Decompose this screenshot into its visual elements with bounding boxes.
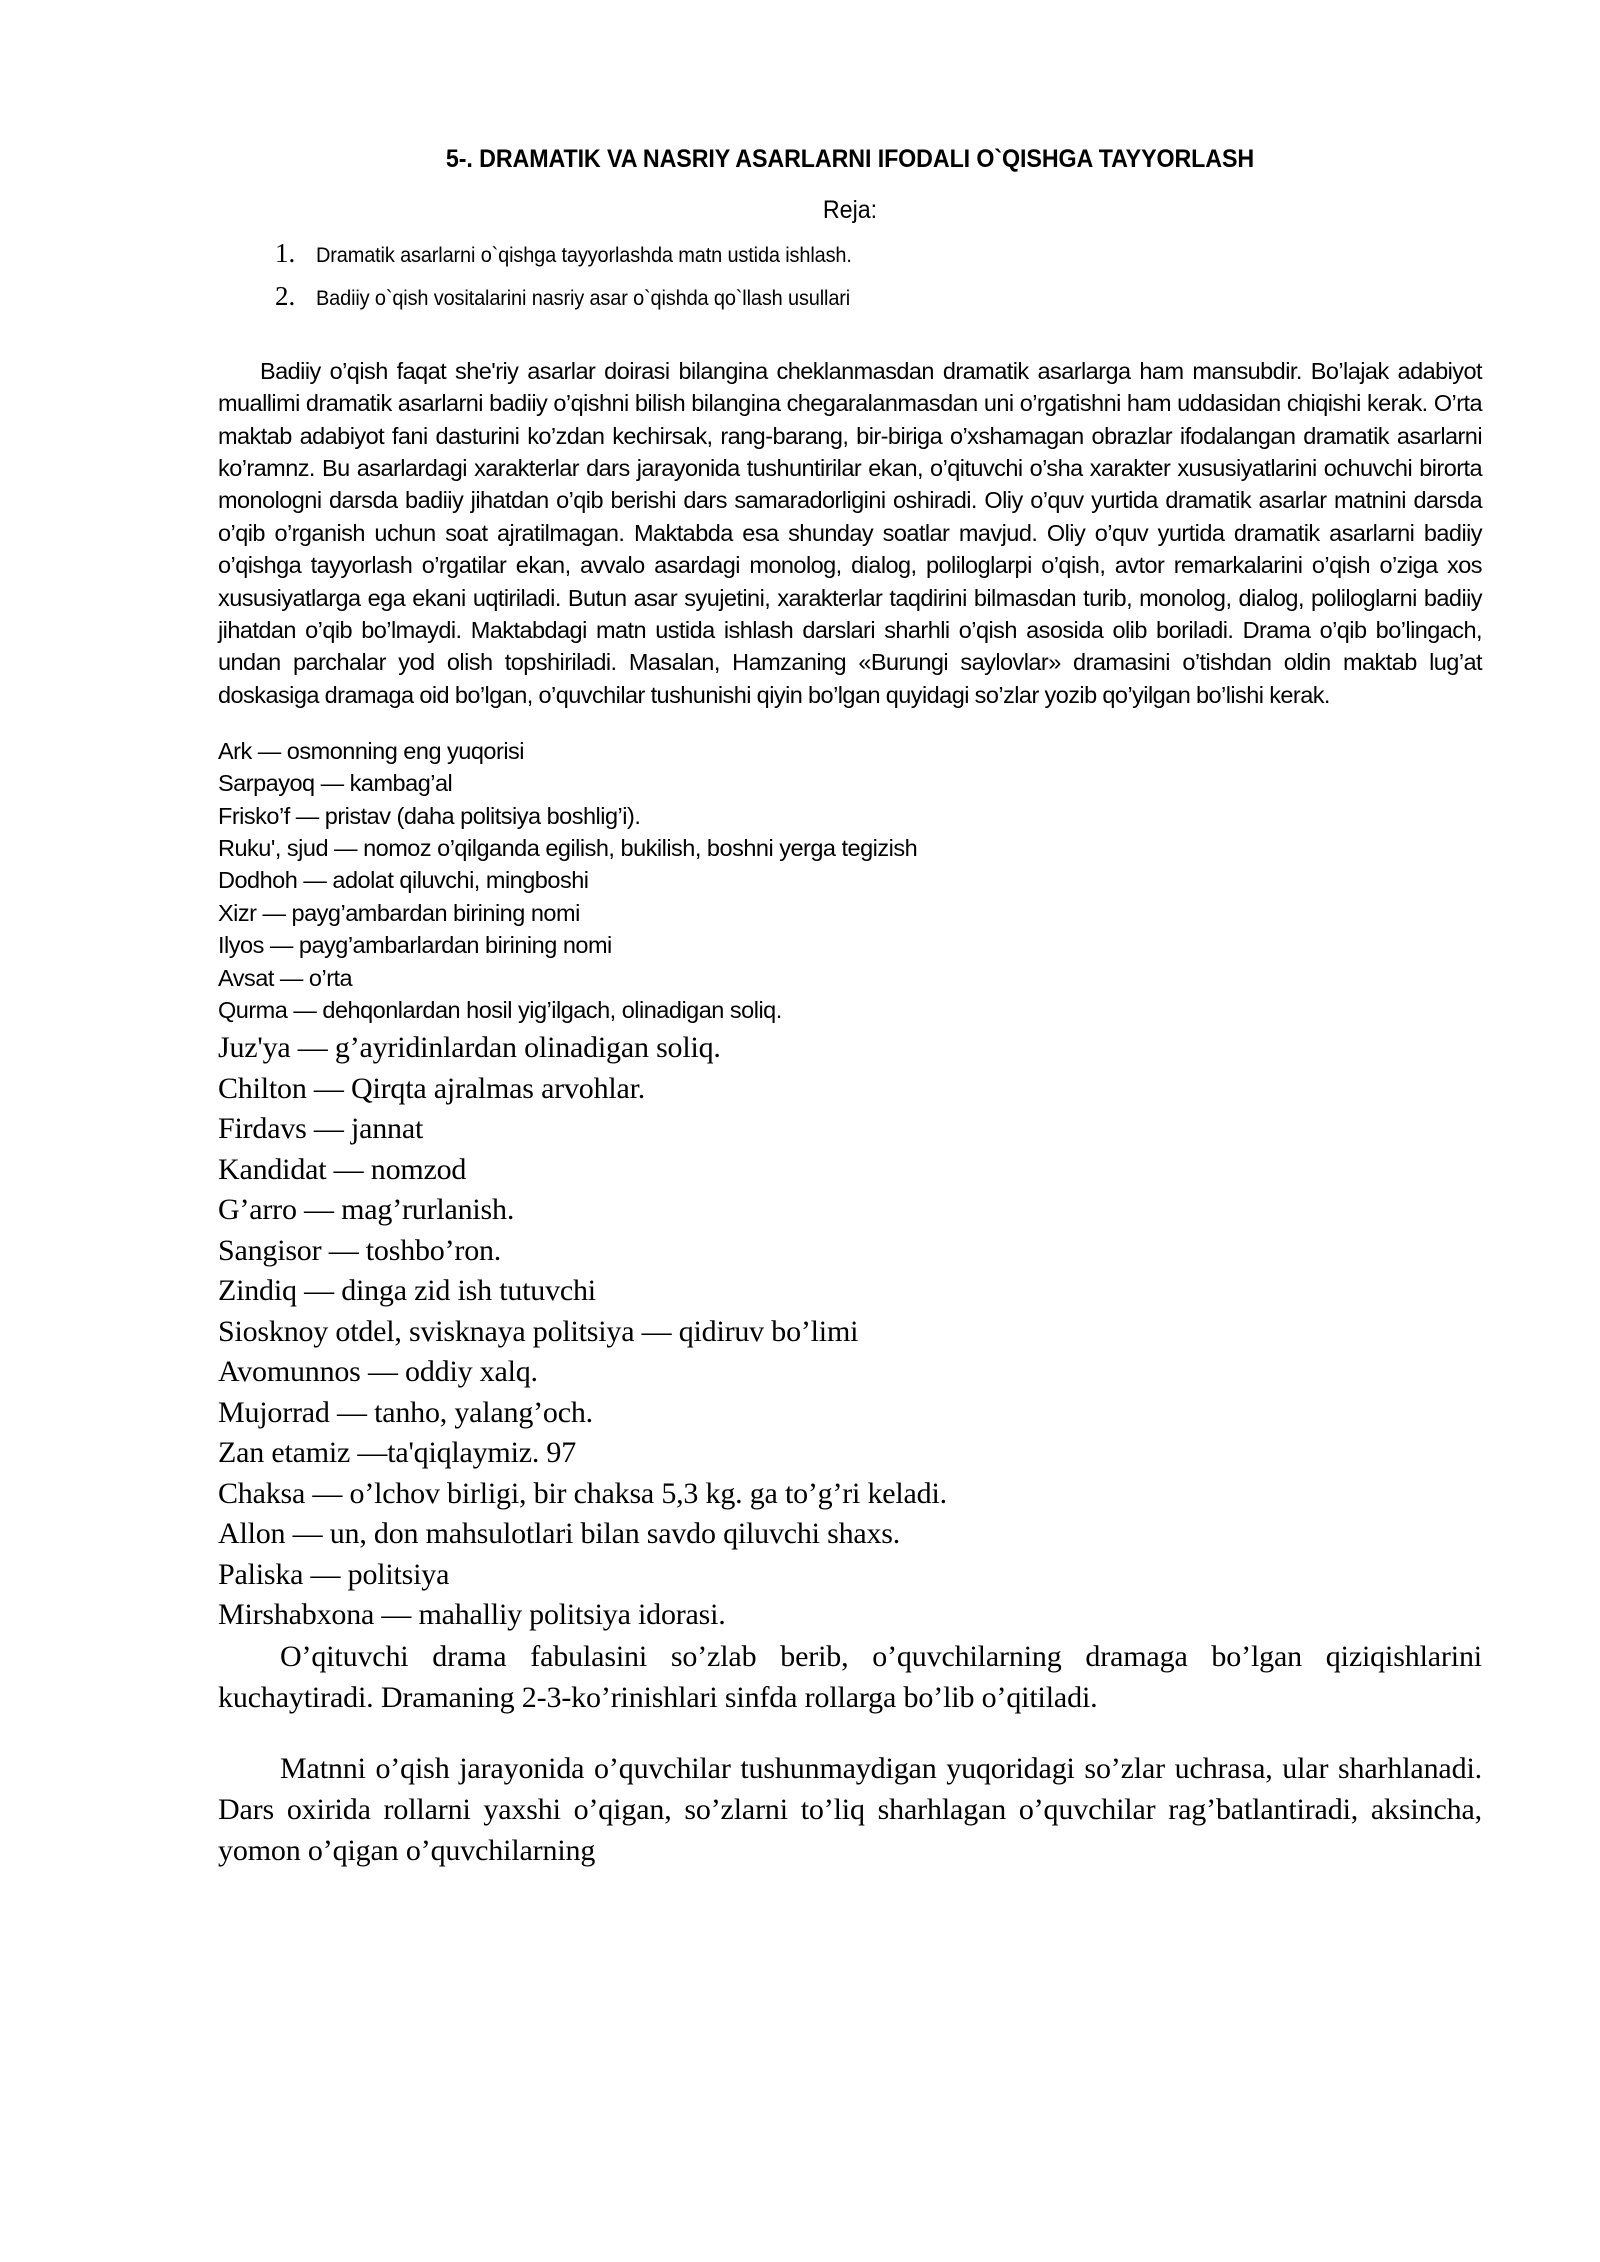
- glossary-entry: Chilton — Qirqta ajralmas arvohlar.: [218, 1071, 646, 1105]
- glossary-entry: Zan etamiz —ta'qiqlaymiz. 97: [218, 1436, 577, 1470]
- closing-paragraph: Matnni o’qish jarayonida o’quvchilar tushunmaydigan yuqoridagi so’zlar uchrasa, ular sharhlanadi. Dars oxirida rollarni yaxshi o’qigan, so’zlarni to’liq sharhlagan o’quvchilar rag’batlantiradi, aksincha, yomon o’qigan o’quvchilarning: [218, 1751, 1482, 1867]
- glossary-entry: Sangisor — toshbo’ron.: [218, 1233, 502, 1267]
- glossary-entry: Zindiq — dinga zid ish tutuvchi: [218, 1274, 596, 1308]
- glossary-entry: Mujorrad — tanho, yalang’och.: [218, 1395, 593, 1429]
- glossary-entry: Avsat — o’rta: [218, 964, 353, 991]
- glossary-entry: Xizr — payg’ambardan birining nomi: [218, 899, 580, 926]
- glossary-entry: Qurma — dehqonlardan hosil yig’ilgach, olinadigan soliq.: [218, 996, 782, 1023]
- glossary-entry: Paliska — politsiya: [218, 1557, 450, 1591]
- glossary-entry: Kandidat — nomzod: [218, 1152, 467, 1186]
- glossary-entry: Siosknoy otdel, svisknaya politsiya — qidiruv bo’limi: [218, 1314, 859, 1348]
- glossary-entry: Ark — osmonning eng yuqorisi: [218, 737, 525, 764]
- glossary-entry: Avomunnos — oddiy xalq.: [218, 1355, 538, 1389]
- glossary-entry: Dodhoh — adolat qiluvchi, mingboshi: [218, 867, 589, 894]
- glossary-entry: Firdavs — jannat: [218, 1112, 424, 1146]
- glossary-entry: Mirshabxona — mahalliy politsiya idorasi.: [218, 1598, 726, 1632]
- plan-item-label: Badiiy o`qish vositalarini nasriy asar o`qishda qo`llash usullari: [316, 286, 851, 310]
- plan-list: [218, 233, 1482, 319]
- glossary-entry: G’arro — mag’rurlanish.: [218, 1193, 515, 1227]
- glossary-entry: Allon — un, don mahsulotlari bilan savdo qiluvchi shaxs.: [218, 1517, 901, 1551]
- glossary-entry: Sarpayoq — kambag’al: [218, 770, 453, 797]
- page-title: 5-. DRAMATIK VA NASRIY ASARLARNI IFODALI O`QISHGA TAYYORLASH: [445, 145, 1255, 173]
- glossary-entry: Ilyos — payg’ambarlardan birining nomi: [218, 932, 612, 959]
- plan-item-label: Dramatik asarlarni o`qishga tayyorlashda matn ustida ishlash.: [316, 243, 852, 267]
- glossary-entry: Frisko’f — pristav (daha politsiya boshlig’i).: [218, 802, 641, 829]
- list-item: [302, 233, 1482, 276]
- glossary-sans-list: [218, 735, 1482, 1027]
- glossary-entry: Chaksa — o’lchov birligi, bir chaksa 5,3 kg. ga to’g’ri keladi.: [218, 1476, 947, 1510]
- glossary-entry: Juz'ya — g’ayridinlardan olinadigan soliq.: [218, 1031, 721, 1065]
- main-body-paragraph: Badiiy o’qish faqat she'riy asarlar doirasi bilangina cheklanmasdan dramatik asarlarga ham mansubdir. Bo’lajak adabiyot muallimi dramatik asarlarni badiiy o’qishni bilish bilangina chegaralanmasdan uni o’rgatishni ham uddasidan chiqishi kerak. O’rta maktab adabiyot fani dasturini ko’zdan kechirsak, rang-barang, bir-biriga o’xshamagan obrazlar ifodalangan dramatik asarlarni ko’ramnz. Bu asarlardagi xarakterlar dars jarayonida tushuntirilar ekan, o’qituvchi o’sha xarakter xususiyatlarini ochuvchi birorta monologni darsda badiiy jihatdan o’qib berishi dars samaradorligini oshiradi. Oliy o’quv yurtida dramatik asarlar matnini darsda o’qib o’rganish uchun soat ajratilmagan. Maktabda esa shunday soatlar mavjud. Oliy o’quv yurtida dramatik asarlarni badiiy o’qishga tayyorlash o’rgatilar ekan, avvalo asardagi monolog, dialog, poliloglarpi o’qish, avtor remarkalarini o’qish o’ziga xos xususiyatlarga ega ekani uqtiriladi. Butun asar syujetini, xarakterlar taqdirini bilmasdan turib, monolog, dialog, poliloglarni badiiy jihatdan o’qib bo’lmaydi. Maktabdagi matn ustida ishlash darslari sharhli o’qish asosida olib boriladi. Drama o’qib bo’lingach, undan parchalar yod olish topshiriladi. Masalan, Hamzaning «Burungi saylovlar» dramasini o’tishdan oldin maktab lug’at doskasiga dramaga oid bo’lgan, o’quvchilar tushunishi qiyin bo’lgan quyidagi so’zlar yozib qo’yilgan bo’lishi kerak.: [218, 357, 1482, 708]
- glossary-serif-list: [218, 1028, 1482, 1636]
- document-content: [218, 0, 1482, 1901]
- plan-heading: Reja:: [822, 195, 878, 224]
- list-item: [302, 276, 1482, 319]
- glossary-entry: Ruku', sjud — nomoz o’qilganda egilish, bukilish, boshni yerga tegizish: [218, 834, 918, 861]
- closing-paragraph: O’qituvchi drama fabulasini so’zlab berib, o’quvchilarning dramaga bo’lgan qiziqishlarini kuchaytiradi. Dramaning 2-3-ko’rinishlari sinfda rollarga bo’lib o’qitiladi.: [218, 1639, 1482, 1714]
